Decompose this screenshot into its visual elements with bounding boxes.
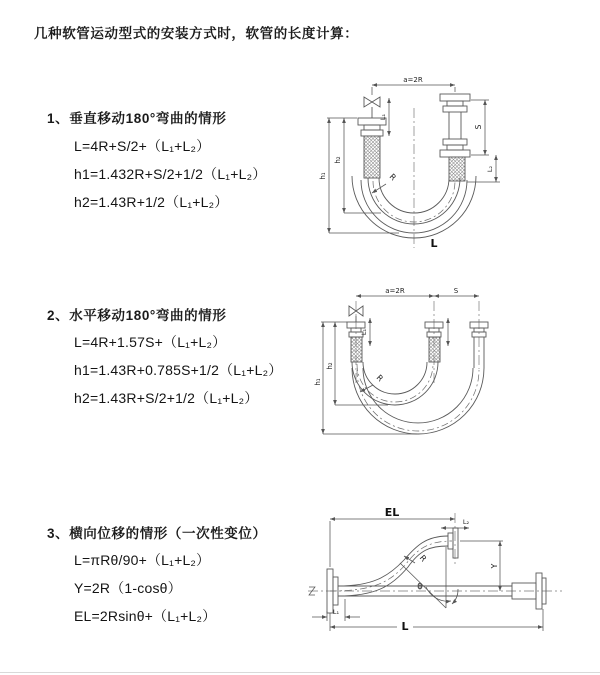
middle-fitting bbox=[425, 322, 443, 362]
section2-formula-h2: h2=1.43R+S/2+1/2（L₁+L₂） bbox=[74, 390, 259, 406]
braided-hose-section bbox=[449, 157, 465, 181]
label-a2r: a=2R bbox=[385, 287, 405, 295]
dimension-el bbox=[330, 506, 455, 567]
label-h1: h₁ bbox=[319, 172, 327, 180]
label-s: S bbox=[453, 287, 459, 295]
dimension-l2 bbox=[467, 155, 500, 182]
section1-formula-h2: h2=1.43R+1/2（L₁+L₂） bbox=[74, 194, 229, 210]
label-l1: L₁ bbox=[332, 608, 340, 616]
diagram-lateral-displacement bbox=[300, 503, 570, 651]
dimension-y bbox=[460, 541, 503, 591]
label-l1: L₁ bbox=[360, 328, 368, 336]
dimension-l bbox=[330, 609, 543, 633]
right-fitting bbox=[440, 94, 470, 181]
section3-formula-y: Y=2R（1-cosθ） bbox=[74, 580, 182, 596]
diagram-vertical-180-bend bbox=[303, 72, 548, 254]
label-h2: h₂ bbox=[334, 156, 342, 164]
section2-formula-h1: h1=1.43R+0.785S+1/2（L₁+L₂） bbox=[74, 362, 283, 378]
label-theta: θ bbox=[417, 582, 423, 591]
u-hose-arcs bbox=[352, 362, 484, 434]
section3-heading: 3、横向位移的情形（一次性变位） bbox=[47, 526, 267, 541]
dimension-a2r bbox=[372, 76, 455, 95]
label-l1: L₁ bbox=[379, 113, 387, 121]
section2-heading: 2、水平移动180°弯曲的情形 bbox=[47, 308, 227, 323]
label-h1: h₁ bbox=[314, 378, 322, 386]
label-h2: h₂ bbox=[326, 362, 334, 370]
s-curved-hose-position bbox=[330, 536, 452, 596]
page-title: 几种软管运动型式的安装方式时，软管的长度计算： bbox=[34, 26, 359, 41]
page-bottom-rule bbox=[0, 672, 600, 673]
dimension-s bbox=[434, 287, 479, 296]
label-radius: R bbox=[417, 553, 429, 564]
section2-formula-l: L=4R+1.57S+（L₁+L₂） bbox=[74, 334, 227, 350]
dimension-l1 bbox=[312, 599, 360, 621]
section3-formula-l: L=πRθ/90+（L₁+L₂） bbox=[74, 552, 211, 568]
left-fitting bbox=[347, 322, 365, 362]
label-radius: R bbox=[387, 172, 398, 183]
section1-formula-h1: h1=1.432R+S/2+1/2（L₁+L₂） bbox=[74, 166, 267, 182]
braided-hose-section bbox=[351, 337, 362, 362]
dimension-s bbox=[471, 100, 489, 155]
label-l2: L₂ bbox=[462, 518, 470, 526]
section1-heading: 1、垂直移动180°弯曲的情形 bbox=[47, 111, 227, 126]
section3-formula-el: EL=2Rsinθ+（L₁+L₂） bbox=[74, 608, 217, 624]
dimension-h1 bbox=[314, 322, 417, 434]
angle-construction bbox=[400, 547, 458, 608]
section1-formula-l: L=4R+S/2+（L₁+L₂） bbox=[74, 138, 211, 154]
label-s: S bbox=[474, 124, 483, 130]
diagram-horizontal-180-bend bbox=[312, 284, 562, 456]
upper-right-flange bbox=[448, 513, 458, 565]
label-y: Y bbox=[490, 563, 499, 569]
dimension-a2r bbox=[356, 287, 434, 296]
label-a2r: a=2R bbox=[403, 76, 423, 84]
label-el: EL bbox=[384, 506, 400, 519]
label-total-length: L bbox=[401, 620, 409, 633]
label-radius: R bbox=[374, 373, 385, 384]
braided-hose-section bbox=[364, 136, 380, 178]
braided-hose-section bbox=[429, 337, 440, 362]
label-total-length: L bbox=[430, 237, 438, 250]
valve-icon bbox=[364, 97, 380, 118]
left-fitting bbox=[358, 118, 386, 178]
dimension-h2 bbox=[326, 322, 388, 405]
centerline bbox=[308, 587, 562, 595]
label-l2: L₂ bbox=[486, 165, 494, 173]
